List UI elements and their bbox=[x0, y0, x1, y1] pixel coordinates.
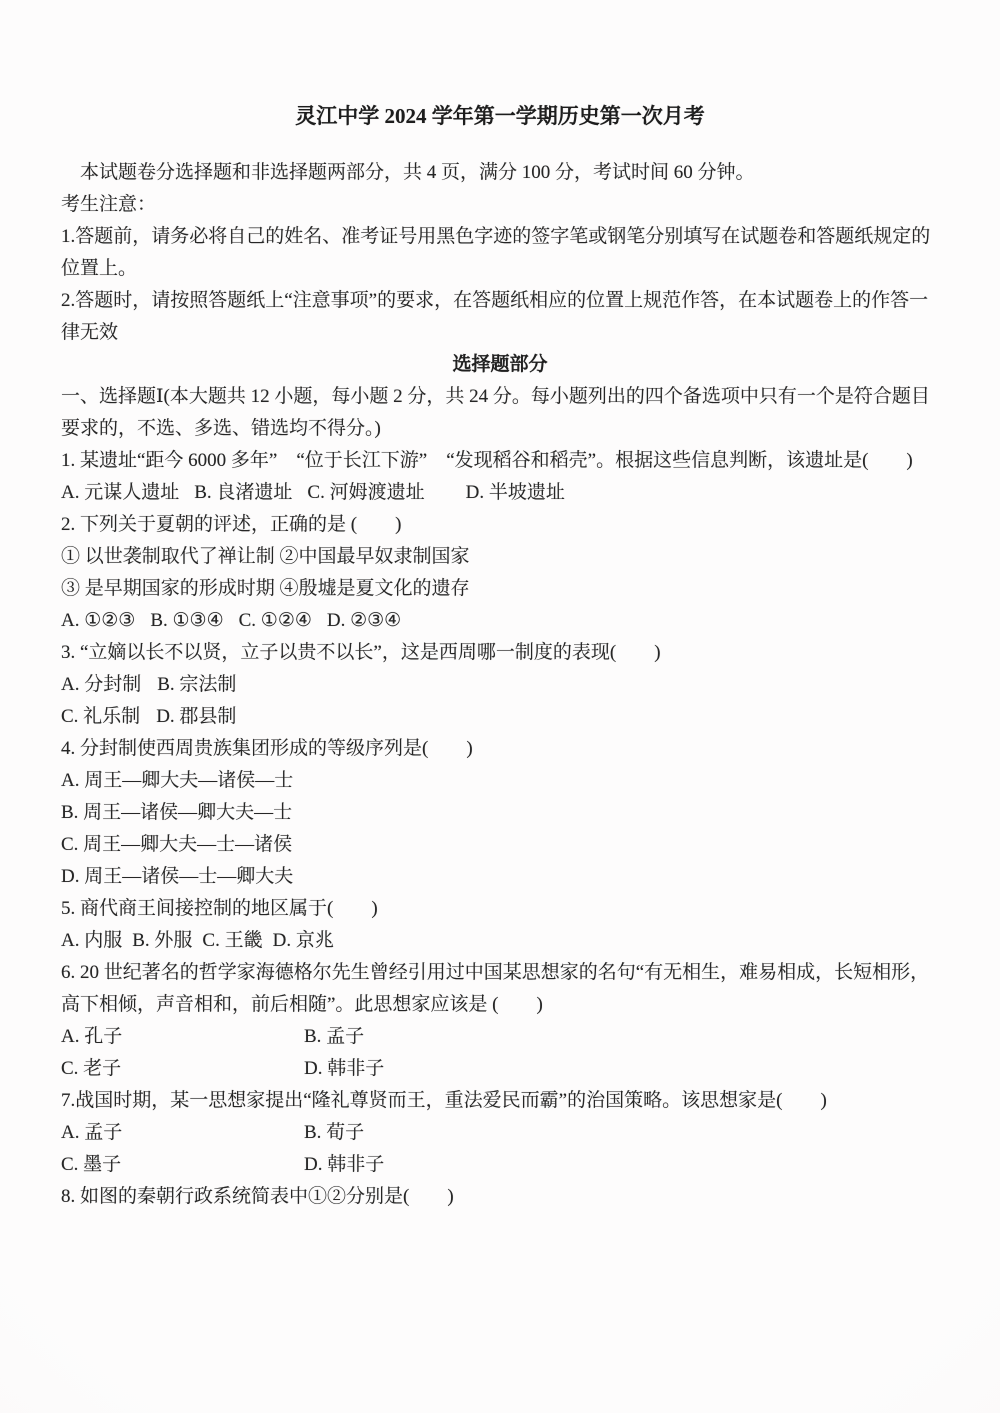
section-intro: 一、选择题Ⅰ(本大题共 12 小题，每小题 2 分，共 24 分。每小题列出的四个备选项中只有一个是符合题目要求的，不选、多选、错选均不得分。) bbox=[61, 386, 930, 439]
question-4-text: 分封制使西周贵族集团形成的等级序列是( ) bbox=[80, 738, 473, 759]
question-7-option-d: D. 韩非子 bbox=[304, 1154, 385, 1175]
question-3-options-row-1 bbox=[61, 669, 939, 701]
question-1-option-b: B. 良渚遗址 bbox=[194, 482, 293, 503]
question-1-option-c: C. 河姆渡遗址 bbox=[307, 482, 425, 503]
question-7-stem bbox=[61, 1085, 939, 1117]
question-6 bbox=[61, 957, 939, 1085]
question-6-options bbox=[61, 1021, 939, 1085]
question-6-number: 6. bbox=[61, 962, 80, 983]
exam-intro: 本试题卷分选择题和非选择题两部分，共 4 页，满分 100 分，考试时间 60 分钟。 bbox=[80, 162, 755, 183]
question-7-option-c: C. 墨子 bbox=[61, 1154, 122, 1175]
question-3-options-row-2 bbox=[61, 701, 939, 733]
question-8-text: 如图的秦朝行政系统简表中①②分别是( ) bbox=[80, 1186, 454, 1207]
page-title: 灵江中学 2024 学年第一学期历史第一次月考 bbox=[295, 104, 705, 128]
question-5-option-c: C. 王畿 bbox=[202, 930, 263, 951]
question-6-option-d: D. 韩非子 bbox=[304, 1058, 385, 1079]
question-5-option-b: B. 外服 bbox=[132, 930, 193, 951]
question-1 bbox=[61, 445, 939, 509]
question-2 bbox=[61, 509, 939, 637]
question-2-stem bbox=[61, 509, 939, 541]
question-8 bbox=[61, 1181, 939, 1213]
question-2-subline-1: ① 以世袭制取代了禅让制 ②中国最早奴隶制国家 bbox=[61, 546, 470, 567]
question-7-number: 7. bbox=[61, 1090, 76, 1111]
question-3-option-d: D. 郡县制 bbox=[156, 706, 237, 727]
question-8-stem bbox=[61, 1181, 939, 1213]
question-5-options bbox=[61, 925, 939, 957]
question-5-text: 商代商王间接控制的地区属于( ) bbox=[80, 898, 378, 919]
question-4-option-d: D. 周王—诸侯—士—卿大夫 bbox=[61, 866, 294, 887]
question-1-text: 某遗址“距今 6000 多年” “位于长江下游” “发现稻谷和稻壳”。根据这些信息判断，该遗址是( ) bbox=[80, 450, 913, 471]
question-3 bbox=[61, 637, 939, 733]
notice-item-1: 1.答题前，请务必将自己的姓名、准考证号用黑色字迹的签字笔或钢笔分别填写在试题卷和答题纸规定的位置上。 bbox=[61, 226, 931, 279]
question-3-number: 3. bbox=[61, 642, 80, 663]
question-5-number: 5. bbox=[61, 898, 80, 919]
question-2-option-b: B. ①③④ bbox=[150, 610, 224, 631]
question-1-stem bbox=[61, 445, 939, 477]
question-2-option-a: A. ①②③ bbox=[61, 610, 136, 631]
notice-item-2: 2.答题时，请按照答题纸上“注意事项”的要求，在答题纸相应的位置上规范作答，在本试题卷上的作答一律无效 bbox=[61, 290, 929, 343]
question-6-stem bbox=[61, 957, 939, 1021]
question-1-option-a: A. 元谋人遗址 bbox=[61, 482, 180, 503]
question-4-option-b: B. 周王—诸侯—卿大夫—士 bbox=[61, 802, 293, 823]
question-1-option-d: D. 半坡遗址 bbox=[465, 482, 565, 503]
question-7-option-b: B. 荀子 bbox=[304, 1122, 365, 1143]
question-6-text: 20 世纪著名的哲学家海德格尔先生曾经引用过中国某思想家的名句“有无相生，难易相成，长短相形，高下相倾，声音相和，前后相随”。此思想家应该是 ( ) bbox=[61, 962, 930, 1015]
question-7 bbox=[61, 1085, 939, 1181]
question-2-text: 下列关于夏朝的评述，正确的是 ( ) bbox=[80, 514, 402, 535]
question-3-option-c: C. 礼乐制 bbox=[61, 706, 141, 727]
question-4-stem bbox=[61, 733, 939, 765]
question-4 bbox=[61, 733, 939, 893]
question-2-subline-2: ③ 是早期国家的形成时期 ④殷墟是夏文化的遗存 bbox=[61, 578, 470, 599]
question-3-option-b: B. 宗法制 bbox=[157, 674, 237, 695]
question-8-number: 8. bbox=[61, 1186, 80, 1207]
question-4-option-c: C. 周王—卿大夫—士—诸侯 bbox=[61, 834, 293, 855]
question-2-number: 2. bbox=[61, 514, 80, 535]
question-1-number: 1. bbox=[61, 450, 80, 471]
section-heading: 选择题部分 bbox=[452, 354, 548, 375]
question-4-option-a: A. 周王—卿大夫—诸侯—士 bbox=[61, 770, 294, 791]
question-7-text: 战国时期，某一思想家提出“隆礼尊贤而王，重法爱民而霸”的治国策略。该思想家是( ) bbox=[75, 1090, 827, 1111]
question-5-option-a: A. 内服 bbox=[61, 930, 123, 951]
question-7-option-a: A. 孟子 bbox=[61, 1122, 123, 1143]
question-1-options bbox=[61, 477, 939, 509]
question-2-option-c: C. ①②④ bbox=[238, 610, 312, 631]
notice-heading: 考生注意： bbox=[61, 194, 157, 215]
question-4-number: 4. bbox=[61, 738, 80, 759]
question-5-stem bbox=[61, 893, 939, 925]
question-3-stem bbox=[61, 637, 939, 669]
question-7-options bbox=[61, 1117, 939, 1181]
question-3-text: “立嫡以长不以贤，立子以贵不以长”，这是西周哪一制度的表现( ) bbox=[80, 642, 661, 663]
question-6-option-b: B. 孟子 bbox=[304, 1026, 365, 1047]
question-6-option-c: C. 老子 bbox=[61, 1058, 122, 1079]
question-2-options bbox=[61, 605, 939, 637]
question-2-option-d: D. ②③④ bbox=[326, 610, 402, 631]
question-3-option-a: A. 分封制 bbox=[61, 674, 142, 695]
question-5 bbox=[61, 893, 939, 957]
question-5-option-d: D. 京兆 bbox=[272, 930, 334, 951]
question-6-option-a: A. 孔子 bbox=[61, 1026, 123, 1047]
